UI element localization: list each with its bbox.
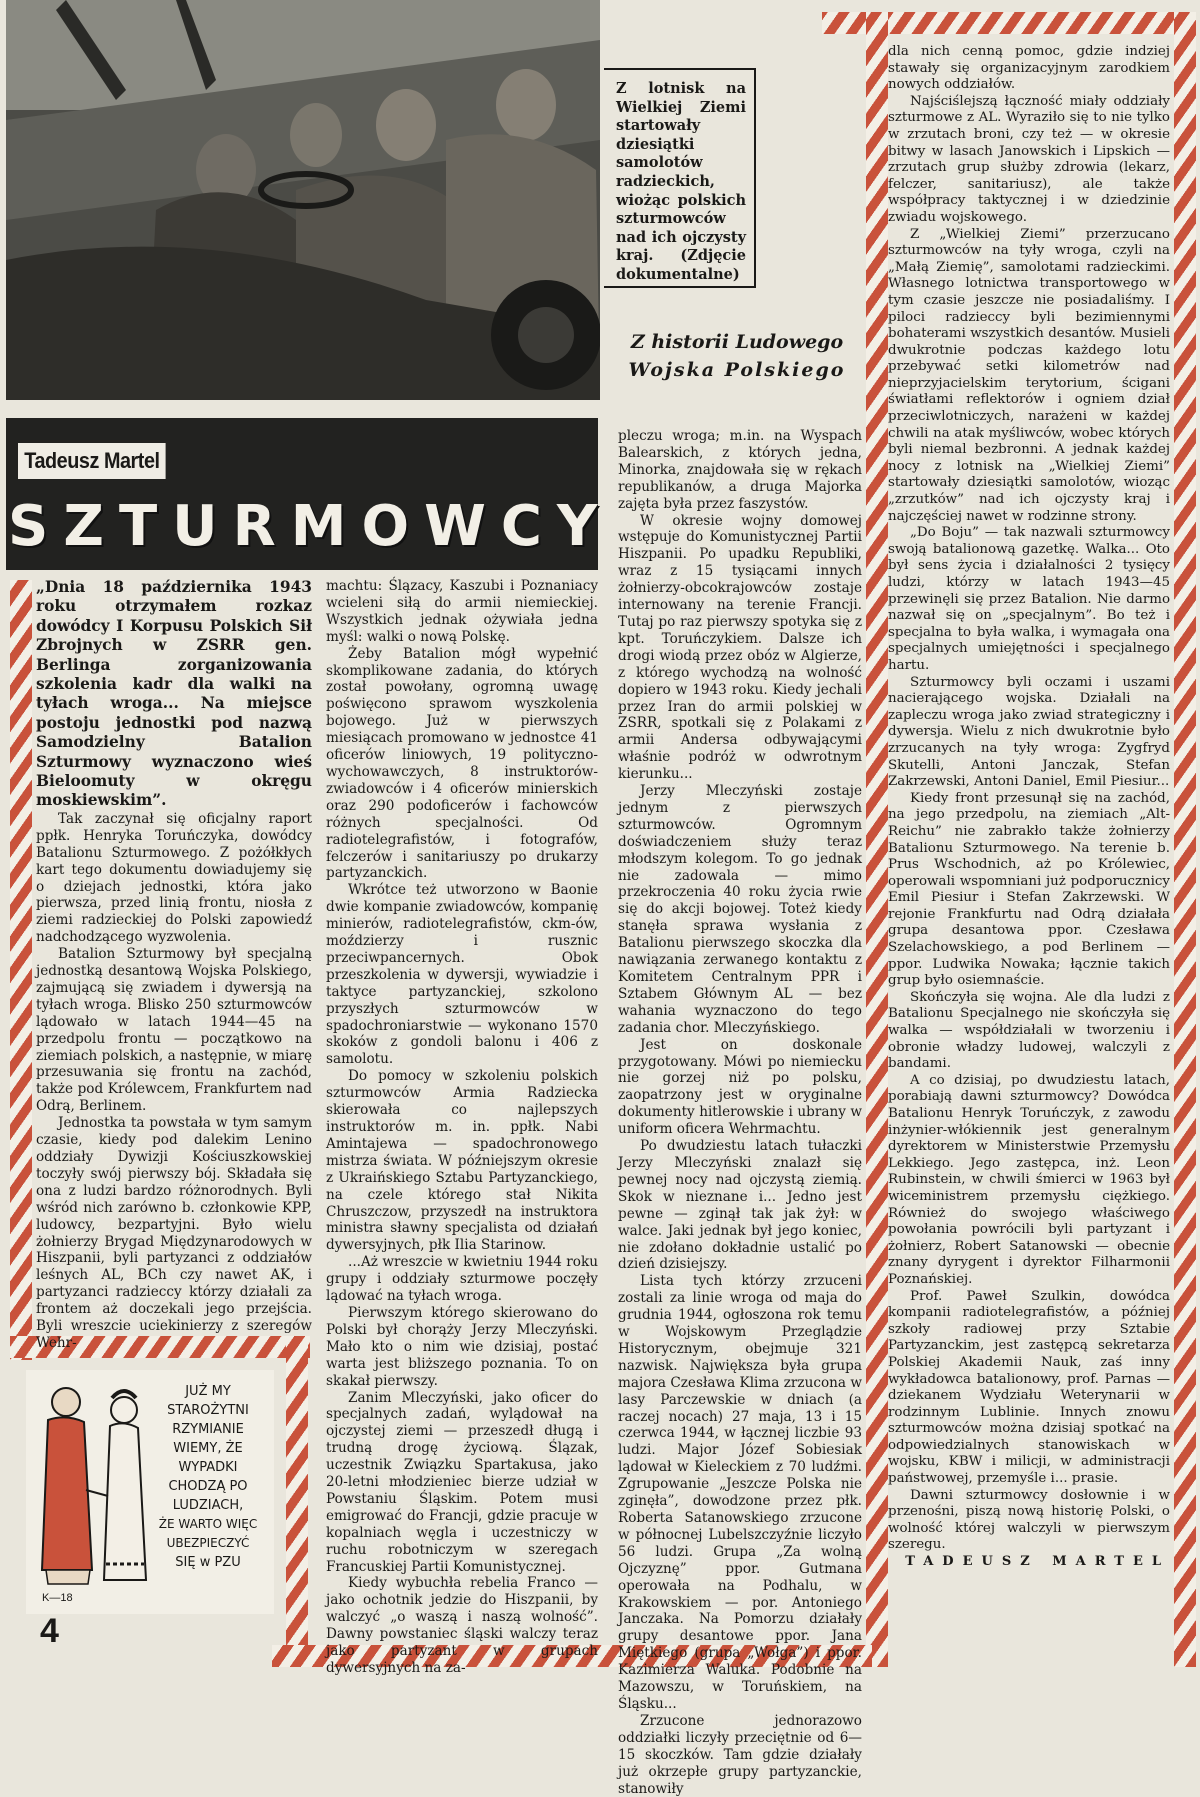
- page-number: 4: [40, 1612, 59, 1650]
- page-code: K—18: [42, 1592, 73, 1604]
- photo-caption-text: Z lotnisk na Wielkiej Ziemi startowały dziesiątki samolotów radzieckich, wiożąc polskich szturmowców nad ich ojczysty kraj. (Zdjęcie dokumentalne): [616, 80, 746, 283]
- series-title-line2: Wojska Polskiego: [628, 359, 846, 381]
- paragraph: Żeby Batalion mógł wypełnić skomplikowane zadania, do których został powołany, ogromną uwagę poświęcono sprawom wyszkolenia bojowego. Już w pierwszych miesiącach promowano w jednostce 41 oficerów liniowych, 19 polityczno-wychowawczych, 8 instruktorów-zwiadowców i 4 oficerów minierskich oraz 290 podoficerów i fachowców różnych specjalności. Od radiotelegrafistów, i fotografów, felczerów i sanitariuszy po drukarzy partyzanckich.: [326, 645, 598, 882]
- ad-line: JUŻ MY: [185, 1384, 231, 1399]
- paragraph: machtu: Ślązacy, Kaszubi i Poznaniacy wcieleni siłą do armii niemieckiej. Wszystkich jednak ożywiała jedna myśl: walki o nową Polskę.: [326, 578, 598, 645]
- ad-line: ŻE WARTO WIĘC: [158, 1517, 258, 1531]
- article-column-4: [888, 44, 1170, 1571]
- headline: SZTURMOWCY: [8, 494, 613, 559]
- paragraph: Kiedy wybuchła rebelia Franco — jako ochotnik jedzie do Hiszpanii, by walczyć „o waszą i naszą wolność”. Dawny powstaniec śląski walczy teraz jako partyzant w grupach dywersyjnych na za-: [326, 1575, 598, 1676]
- paragraph: Skończyła się wojna. Ale dla ludzi z Batalionu Specjalnego nie skończyła się walka — współdziałali w tworzeniu i obronie władzy ludowej, walczyli z bandami.: [888, 989, 1170, 1072]
- paragraph: Jerzy Mleczyński zostaje jednym z pierwszych szturmowców. Ogromnym doświadczeniem służy teraz młodszym kolegom. To go jednak nie zadowala — mimo przekroczenia 40 roku życia rwie się do akcji bojowej. Toteż kiedy stanęła sprawa wysłania z Batalionu pierwszego skoczka dla nawiązania zerwanego kontaktu z Komitetem Centralnym PPR i Sztabem Głównym AL — bez wahania wyznaczono do tego zadania chor. Mleczyńskiego.: [618, 783, 862, 1036]
- paragraph: Jednostka ta powstała w tym samym czasie, kiedy pod dalekim Lenino oddziały Dywizji Kościuszkowskiej toczyły swój pierwszy bój. Składała się ona z ludzi bardzo różnorodnych. Byli wśród nich zarówno b. członkowie KPP, ludowcy, bezpartyjni. Było wielu żołnierzy Brygad Międzynarodowych w Hiszpanii, byli partyzanci z oddziałów leśnych AL, BCh czy nawet AK, i partyzanci radzieccy którzy działali za frontem aż doczekali jego przejścia. Byli wreszcie uciekinierzy z szeregów Wehr-: [36, 1115, 312, 1351]
- paragraph: „Do Boju” — tak nazwali szturmowcy swoją batalionową gazetkę. Walka... Oto był sens życia i działalności 2 tysięcy ludzi, którzy w latach 1943—45 przewinęli się przez Batalion. Nie darmo nazwał się on „specjalnym”. Bo też i specjalna to była walka, i wymagała ona specjalnych umiejętności i specjalnego hartu.: [888, 525, 1170, 673]
- paragraph: Szturmowcy byli oczami i uszami nacierającego wojska. Działali na zapleczu wroga jako zwiad strategiczny i dywersja. Wielu z nich dwukrotnie było zrzucanych na tyły wroga: Zygfryd Skutelli, Antoni Janczak, Stefan Zakrzewski, Antoni Daniel, Emil Piesiur...: [888, 674, 1170, 790]
- pzu-advertisement: [26, 1370, 274, 1614]
- paragraph: Prof. Paweł Szulkin, dowódca kompanii radiotelegrafistów, a później szkoły radiowej przy Sztabie Partyzanckim, jest zastępcą sekretarza Polskiej Akademii Nauk, zaś inny wykładowca batalionowy, prof. Parnas — dziekanem Wydziału Weterynarii w rodzinnym Lublinie. Innych znowu szturmowców można dzisiaj spotkać na odpowiedzialnych stanowiskach w wojsku, KBW i milicji, w administracji państwowej, przemyśle i... prasie.: [888, 1288, 1170, 1487]
- column-divider-stripe: [866, 12, 888, 1667]
- ad-line: UBEZPIECZYĆ: [166, 1536, 250, 1550]
- mid-stripe: [286, 1336, 308, 1646]
- paragraph: Do pomocy w szkoleniu polskich szturmowców Armia Radziecka skierowała co najlepszych instruktorów m. in. ppłk. Nabi Amintajewa — spadochronowego mistrza świata. W późniejszym okresie z Ukraińskiego Sztabu Partyzanckiego, na czele którego stał Nikita Chruszczow, przyszedł na instruktora ministra sławny specjalista od działań dywersyjnych, płk Ilia Starinow.: [326, 1068, 598, 1254]
- paragraph: Pierwszym którego skierowano do Polski był chorąży Jerzy Mleczyński. Mało kto o nim wie dzisiaj, postać warta jest bliższego poznania. To on skakał pierwszy.: [326, 1304, 598, 1389]
- author-signoff: TADEUSZ MARTEL: [905, 1554, 1170, 1570]
- paragraph: Po dwudziestu latach tułaczki Jerzy Mleczyński znalazł się pewnej nocy nad ojczystą ziemią. Skok w nieznane i... Jedno jest pewne — zginął tak jak żył: w walce. Jaki jednak był jego koniec, nie zdołano dokładnie ustalić po dzień dzisiejszy.: [618, 1138, 862, 1273]
- paragraph: pleczu wroga; m.in. na Wyspach Balearskich, z których jedna, Minorka, znajdowała się w rękach republikanów, a druga Majorka zajęta była przez faszystów.: [618, 428, 862, 512]
- author-name: Tadeusz Martel: [18, 443, 166, 479]
- paragraph: A co dzisiaj, po dwudziestu latach, porabiają dawni szturmowcy? Dowódca Batalionu Henryk Toruńczyk, z zawodu inżynier-włókiennik jest generalnym dyrektorem w Ministerstwie Przemysłu Lekkiego. Jego zastępca, inż. Leon Rubinstein, w chwili śmierci w 1963 był wiceministrem przemysłu ciężkiego. Również do swojego właściwego powołania powrócili byli partyzant i żołnierz, Robert Satanowski — obecnie znany dyrygent i dyrektor Filharmonii Poznańskiej.: [888, 1072, 1170, 1287]
- paragraph: Jest on doskonale przygotowany. Mówi po niemiecku nie gorzej niż po polsku, zaopatrzony jest w oryginalne dokumenty hitlerowskie i ubrany w uniform oficera Wehrmachtu.: [618, 1036, 862, 1138]
- war-photo: [6, 0, 600, 400]
- paragraph: Tak zaczynał się oficjalny raport ppłk. Henryka Toruńczyka, dowódcy Batalionu Szturmowego. Z pożółkłych kart tego dokumentu dowiadujemy się o dziejach jednostki, która jako pierwsza, przed linią frontu, niosła z ziemi radzieckiej do Polski zapowiedź nadchodzącego wyzwolenia.: [36, 810, 312, 946]
- ad-line: WIEMY, ŻE: [173, 1441, 243, 1456]
- article-column-3: [618, 428, 862, 1797]
- paragraph: ...Aż wreszcie w kwietniu 1944 roku grupy i oddziały szturmowe poczęły lądować na tyłach wroga.: [326, 1254, 598, 1305]
- ad-slogan: [146, 1382, 270, 1572]
- paragraph: Z „Wielkiej Ziemi” przerzucano szturmowców na tyły wroga, czyli na „Małą Ziemię”, samolotami radzieckimi. Własnego lotnictwa transportowego w tym czasie jeszcze nie posiadaliśmy. I piloci radzieccy byli bezimiennymi bohaterami wszystkich desantów. Musieli dwukrotnie podczas każdego lotu przebywać setki kilometrów nad nieprzyjacielskim terytorium, ścigani światłami reflektorów i ogniem dział przeciwlotniczych, narażeni w każdej chwili na atak myśliwców, wobec których byli niemal bezbronni. A jednak każdej nocy z lotnisk na „Wielkiej Ziemi” startowały dziesiątki samolotów, wioząc „zrzutków” nad ich ojczysty kraj i najczęściej nawet w rodzinne strony.: [888, 226, 1170, 524]
- paragraph: Zrzucone jednorazowo oddziałki liczyły przeciętnie od 6—15 skoczków. Tam gdzie działały już okrzepłe grupy partyzanckie, stanowiły: [618, 1712, 862, 1797]
- ad-line: STAROŻYTNI: [167, 1403, 249, 1418]
- paragraph: Kiedy front przesunął się na zachód, na jego przedpolu, na ziemiach „Alt-Reichu” nie zabrakło także żołnierzy Batalionu Szturmowego. Na terenie b. Prus Wschodnich, aż po Królewiec, operowali wspomniani już podporucznicy Emil Piesiur i Stefan Zakrzewski. W rejonie Frankfurtu nad Odrą działała grupa desantowa ppor. Czesława Szelachowskiego, a pod Berlinem — ppor. Ludwika Nowaka; łącznie takich grup było osiemnaście.: [888, 790, 1170, 989]
- military-photo-icon: [6, 0, 600, 400]
- ad-line: SIĘ w PZU: [175, 1555, 241, 1570]
- left-edge-stripe: [10, 580, 32, 1360]
- paragraph: Lista tych którzy zrzuceni zostali za linie wroga od maja do grudnia 1944, ogłoszona rok temu w Wojskowym Przeglądzie Historycznym, obejmuje 321 nazwisk. Największa była grupa majora Czesława Klima zrzucona w lasy Parczewskie w dniach (a raczej nocach) 27 maja, 13 i 15 czerwca 1944, w łącznej liczbie 93 ludzi. Major Józef Sobiesiak lądował w Kieleckiem z 70 ludźmi. Zgrupowanie „Jeszcze Polska nie zginęła”, dowodzone przez płk. Roberta Satanowskiego zrzucone w północnej Lubelszczyźnie liczyło 56 ludzi. Grupa „Za wolną Ojczyznę” ppor. Gutmana operowała na Podhalu, w Krakowskiem — por. Antoniego Janczaka. Na Pomorzu działały grupy desantowe ppor. Jana Miętkiego (grupa „Wołga”) i ppor. Kazimierza Waluka. Podobnie na Mazowszu, w Toruńskiem, na Śląsku...: [618, 1273, 862, 1712]
- ad-line: RZYMIANIE: [172, 1422, 244, 1437]
- paragraph: Zanim Mleczyński, jako oficer do specjalnych zadań, wylądował na ojczystej ziemi — przeszedł długą i trudną drogę życiową. Ślązak, uczestnik Związku Spartakusa, jako 20-letni młodzieniec bierze udział w Powstaniu Śląskim. Potem musi emigrować do Francji, gdzie pracuje w kopalniach węgla i uczestniczy w ruchu robotniczym w szeregach Francuskiej Partii Komunistycznej.: [326, 1389, 598, 1575]
- right-edge-stripe: [1174, 12, 1196, 1667]
- article-column-2: [326, 578, 598, 1677]
- series-title-line1: Z historii Ludowego: [630, 331, 844, 353]
- ad-line: CHODZĄ PO: [168, 1479, 248, 1494]
- article-column-1: [36, 578, 312, 1352]
- ad-line: WYPADKI: [178, 1460, 238, 1475]
- paragraph: Batalion Szturmowy był specjalną jednostką desantową Wojska Polskiego, zajmującą się zwiadem i dywersją na tyłach wroga. Blisko 250 szturmowców lądowało w latach 1944—45 na przedpolu frontu — początkowo na ziemiach polskich, a następnie, w miarę przesuwania się frontu na zachód, także pod Królewcem, Frankfurtem nad Odrą, Berlinem.: [36, 946, 312, 1115]
- paragraph: dla nich cenną pomoc, gdzie indziej stawały się organizacyjnym zarodkiem nowych oddziałów.: [888, 44, 1170, 93]
- paragraph: Wkrótce też utworzono w Baonie dwie kompanie zwiadowców, kompanię minierów, radiotelegrafistów, ckm-ów, moździerzy i rusznic przeciwpancernych. Obok przeszkolenia w dywersji, wywiadzie i taktyce partyzanckiej, szkolono przyszłych szturmowców w spadochroniarstwie — wykonano 1570 skoków z gondoli balonu i 406 z samolotu.: [326, 882, 598, 1068]
- article-lead: „Dnia 18 października 1943 roku otrzymałem rozkaz dowódcy I Korpusu Polskich Sił Zbrojnych w ZSRR gen. Berlinga zorganizowania szkolenia kadr dla walki na tyłach wroga... Na miejsce postoju jednostki pod nazwą Samodzielny Batalion Szturmowy wyznaczono wieś Bieloomuty w okręgu moskiewskim”.: [36, 578, 312, 810]
- paragraph: Dawni szturmowcy dosłownie i w przenośni, piszą nową historię Polski, o wolność której walczyli w pierwszym szeregu.: [888, 1487, 1170, 1553]
- ad-line: LUDZIACH,: [172, 1498, 244, 1513]
- photo-caption: [604, 68, 756, 288]
- paragraph: Najściślejszą łączność miały oddziały szturmowe z AL. Wyraziło się to nie tylko w zrzutach broni, czy też — w okresie bitwy w lasach Janowskich i Lipskich — zrzutach grup służby zdrowia (lekarz, felczer, sanitariusz), ale także współpracy taktycznej i w dziedzinie zwiadu wojskowego.: [888, 93, 1170, 225]
- series-title: [612, 328, 862, 384]
- paragraph: W okresie wojny domowej wstępuje do Komunistycznej Partii Hiszpanii. Po upadku Republiki, wraz z 15 tysiącami innych żołnierzy-obcokrajowców zostaje internowany na terenie Francji. Tutaj po raz pierwszy spotyka się z kpt. Toruńczykiem. Dalsze ich drogi wiodą przez obóz w Algierze, z którego wychodzą na wolność dopiero w 1943 roku. Kiedy jechali przez Iran do armii polskiej w ZSRR, spotkali się z Polakami z armii Andersa odbywającymi właśnie podróż w odwrotnym kierunku...: [618, 512, 862, 783]
